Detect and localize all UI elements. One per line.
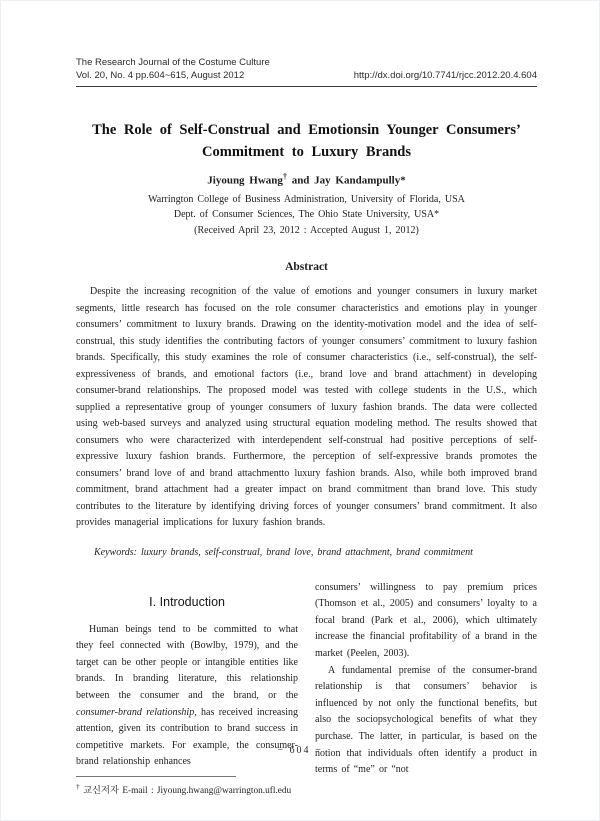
paper-title	[76, 120, 537, 163]
journal-name: The Research Journal of the Costume Culture	[76, 57, 270, 68]
author-rest: and Jay Kandampully*	[286, 174, 406, 187]
paper-title-line1: The Role of Self-Construal and Emotionsin Younger Consumers’	[92, 122, 521, 138]
right-paragraph-1: consumers’ willingness to pay premium prices (Thomson et al., 2005) and consumers’ loyalty to a focal brand (Park et al., 2006), which ultimately increase the financial profitability of a brand in the market (Peelen, 2003).	[315, 581, 537, 660]
corresponding-author-footnote	[76, 776, 298, 798]
journal-volume-line: Vol. 20, No. 4 pp.604~615, August 2012	[76, 69, 245, 81]
footnote-divider	[76, 776, 236, 777]
intro-paragraph-seg1: Human beings tend to be committed to what they feel connected with (Bowlby, 1979), and the target can be other people or intangible entities like brands. In branding literature, this relationship between the consumer and the brand, or the	[76, 623, 298, 702]
author-name-1: Jiyoung Hwang	[207, 174, 283, 187]
corresponding-author-marker: †	[282, 172, 287, 181]
authors-line	[76, 170, 537, 188]
section-heading-introduction: Ⅰ. Introduction	[149, 594, 225, 609]
affiliations	[76, 192, 537, 239]
left-column	[76, 580, 298, 798]
journal-header-left	[76, 57, 270, 82]
affiliation-1: Warrington College of Business Administration, University of Florida, USA	[148, 193, 465, 205]
two-column-body	[76, 580, 537, 798]
doi-link: http://dx.doi.org/10.7741/rjcc.2012.20.4.604	[353, 69, 537, 81]
received-accepted-line: (Received April 23, 2012 : Accepted August 1, 2012)	[194, 224, 419, 236]
right-paragraph-2: A fundamental premise of the consumer-brand relationship is that consumers’ behavior is influenced by not only the functional benefits, but also the sociopsychological benefits of what they purchase. The latter, in particular, is based on the notion that individuals often identify a product in terms of “me” or “not	[315, 664, 537, 776]
footnote-marker: †	[76, 782, 80, 791]
abstract-text: Despite the increasing recognition of the value of emotions and younger consumers in luxury market segments, little research has focused on the role consumer characteristics and emotions play in younger consumers’ commitment to luxury brands. Drawing on the identity-motivation model and the idea of self-construal, this study identifies the contributing factors of younger consumers’ commitment to luxury fashion brands. Specifically, this study examines the role of consumer characteristics (i.e., self-construal), the self-expressiveness of brands, and emotional factors (i.e., brand love and brand attachment) in developing consumer-brand relationships. The proposed model was tested with college students in the U.S., which supplied a representative group of younger consumers of luxury fashion brands. The data were collected using web-based surveys and analyzed using structural equation modeling method. The results showed that consumers who were characterized with interdependent self-construal had positive perceptions of self-expressive luxury fashion brands. Furthermore, the perception of self-expressive brands promotes the consumers’ brand love of and brand attachmentto luxury fashion brands. Also, while both improved brand commitment, brand attachment had a greater impact on brand commitment than brand love. This study contributes to the literature by identifying driving forces of younger consumers’ brand commitment. It also provides managerial implications for luxury fashion brands.	[76, 286, 537, 529]
page-number: − 604 −	[277, 745, 323, 756]
intro-paragraph-italic-term: consumer-brand relationship	[76, 706, 195, 718]
right-column	[315, 580, 537, 798]
keywords-line: Keywords: luxury brands, self-construal, brand love, brand attachment, brand commitment	[94, 546, 473, 558]
affiliation-2: Dept. of Consumer Sciences, The Ohio State University, USA*	[173, 209, 440, 221]
abstract-heading: Abstract	[285, 261, 328, 274]
journal-header	[76, 57, 537, 87]
paper-title-line2: Commitment to Luxury Brands	[202, 143, 411, 160]
footnote-email: 교신저자 E-mail : Jiyoung.hwang@warrington.ufl.edu	[83, 786, 292, 797]
intro-paragraph-seg3: , has received increasing attention, given its contribution to brand success in competitive markets. For example, the consumer-brand relationship enhances	[76, 706, 298, 768]
footnote-text	[76, 780, 298, 798]
